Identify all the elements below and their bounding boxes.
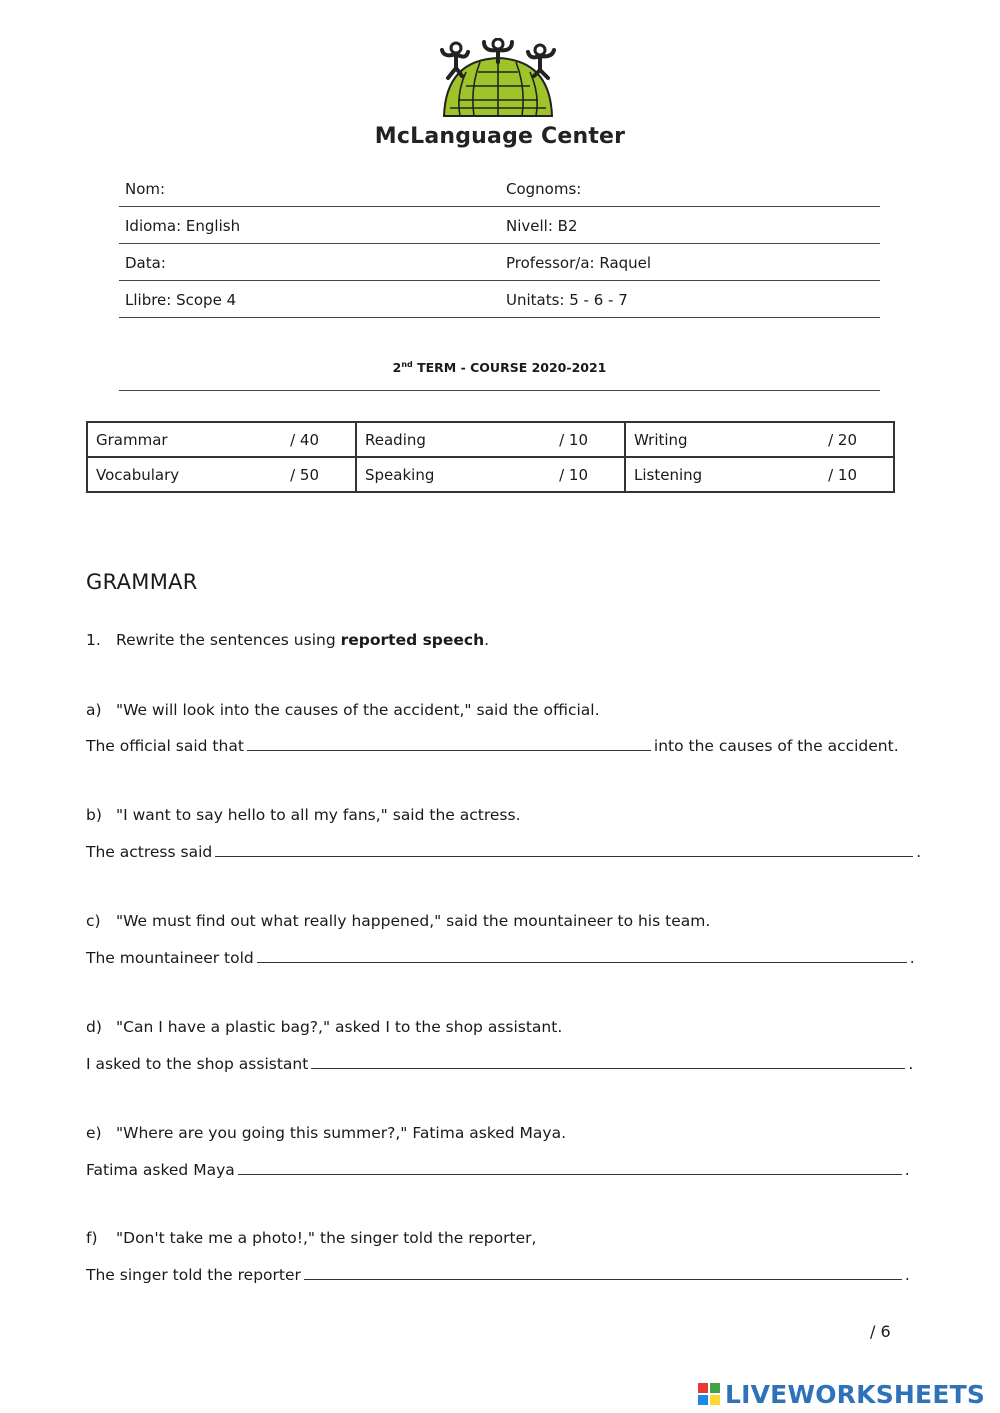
answer-blank[interactable] [238, 1160, 902, 1175]
question-text: "We will look into the causes of the accident," said the official. [116, 701, 600, 719]
score-max: / 20 [828, 430, 857, 449]
question-text: "Don't take me a photo!," the singer told the reporter, [116, 1229, 537, 1247]
score-cell-listening [625, 457, 894, 492]
exercise-number: 1. [86, 631, 101, 649]
brand-block [710, 1395, 720, 1405]
answer-ending: . [904, 1266, 910, 1284]
liveworksheets-brand[interactable] [698, 1378, 985, 1410]
answer-ending: . [904, 1161, 910, 1179]
date-label: Data: [125, 254, 166, 272]
question-prompt-f [86, 1229, 536, 1247]
question-text: "Where are you going this summer?," Fatima asked Maya. [116, 1124, 567, 1142]
instruction-bold: reported speech [340, 631, 485, 649]
score-label: Listening [634, 465, 703, 484]
question-letter: b) [86, 806, 102, 824]
answer-ending: . [908, 1055, 914, 1073]
answer-stem: The singer told the reporter [86, 1266, 301, 1284]
instruction-text: Rewrite the sentences using [116, 631, 341, 649]
answer-stem: Fatima asked Maya [86, 1161, 235, 1179]
center-name: McLanguage Center [374, 124, 626, 149]
info-row [119, 170, 880, 207]
question-text: "Can I have a plastic bag?," asked I to the shop assistant. [116, 1018, 563, 1036]
answer-line-c [86, 948, 915, 967]
score-max: / 10 [559, 465, 588, 484]
term-ordinal: 2 [392, 360, 402, 376]
question-letter: a) [86, 701, 102, 719]
scores-row [87, 422, 894, 457]
globe-people-logo [436, 38, 560, 118]
answer-blank[interactable] [247, 736, 651, 751]
question-text: "I want to say hello to all my fans," said the actress. [116, 806, 521, 824]
info-row [119, 207, 880, 244]
language-label: Idioma: English [125, 217, 241, 235]
question-text: "We must find out what really happened," said the mountaineer to his team. [116, 912, 711, 930]
brand-blocks-icon [698, 1383, 720, 1405]
answer-stem: I asked to the shop assistant [86, 1055, 309, 1073]
book-label: Llibre: Scope 4 [125, 291, 237, 309]
answer-line-a [86, 736, 899, 755]
exercise-score: / 6 [870, 1322, 891, 1341]
info-row [119, 281, 880, 318]
question-prompt-e [86, 1124, 566, 1142]
answer-blank[interactable] [311, 1054, 905, 1069]
answer-ending: into the causes of the accident. [653, 737, 899, 755]
term-text: TERM - COURSE 2020-2021 [412, 360, 607, 376]
score-label: Vocabulary [96, 465, 180, 484]
brand-block [698, 1395, 708, 1405]
question-prompt-d [86, 1018, 562, 1036]
answer-line-e [86, 1160, 910, 1179]
answer-blank[interactable] [304, 1265, 902, 1280]
score-label: Speaking [365, 465, 435, 484]
scores-table [86, 421, 895, 493]
answer-blank[interactable] [215, 842, 913, 857]
answer-line-f [86, 1265, 910, 1284]
answer-line-d [86, 1054, 913, 1073]
score-max: / 10 [828, 465, 857, 484]
score-cell-speaking [356, 457, 625, 492]
question-letter: d) [86, 1018, 102, 1036]
question-prompt-c [86, 912, 710, 930]
brand-block [698, 1383, 708, 1393]
question-letter: c) [86, 912, 101, 930]
answer-ending: . [909, 949, 915, 967]
term-suffix: nd [401, 360, 413, 369]
score-cell-vocabulary [87, 457, 356, 492]
exercise-instruction [86, 631, 489, 649]
question-letter: f) [86, 1229, 98, 1247]
student-info [119, 170, 880, 318]
question-prompt-a [86, 701, 600, 719]
score-label: Grammar [96, 430, 168, 449]
score-cell-writing [625, 422, 894, 457]
answer-stem: The official said that [86, 737, 244, 755]
name-label: Nom: [125, 180, 166, 198]
answer-stem: The actress said [86, 843, 213, 861]
surname-label: Cognoms: [506, 180, 582, 198]
answer-ending: . [916, 843, 922, 861]
score-max: / 50 [290, 465, 319, 484]
score-max: / 10 [559, 430, 588, 449]
score-max: / 40 [290, 430, 319, 449]
scores-row [87, 457, 894, 492]
level-label: Nivell: B2 [506, 217, 578, 235]
answer-blank[interactable] [257, 948, 907, 963]
brand-block [710, 1383, 720, 1393]
question-letter: e) [86, 1124, 102, 1142]
units-label: Unitats: 5 - 6 - 7 [506, 291, 628, 309]
score-cell-reading [356, 422, 625, 457]
teacher-label: Professor/a: Raquel [506, 254, 652, 272]
score-label: Reading [365, 430, 426, 449]
info-row [119, 244, 880, 281]
grammar-section-title: GRAMMAR [86, 570, 198, 594]
answer-line-b [86, 842, 921, 861]
score-cell-grammar [87, 422, 356, 457]
brand-name: LIVEWORKSHEETS [725, 1379, 986, 1409]
score-label: Writing [634, 430, 688, 449]
question-prompt-b [86, 806, 521, 824]
term-heading [119, 360, 880, 391]
answer-stem: The mountaineer told [86, 949, 254, 967]
instruction-end: . [484, 631, 490, 649]
